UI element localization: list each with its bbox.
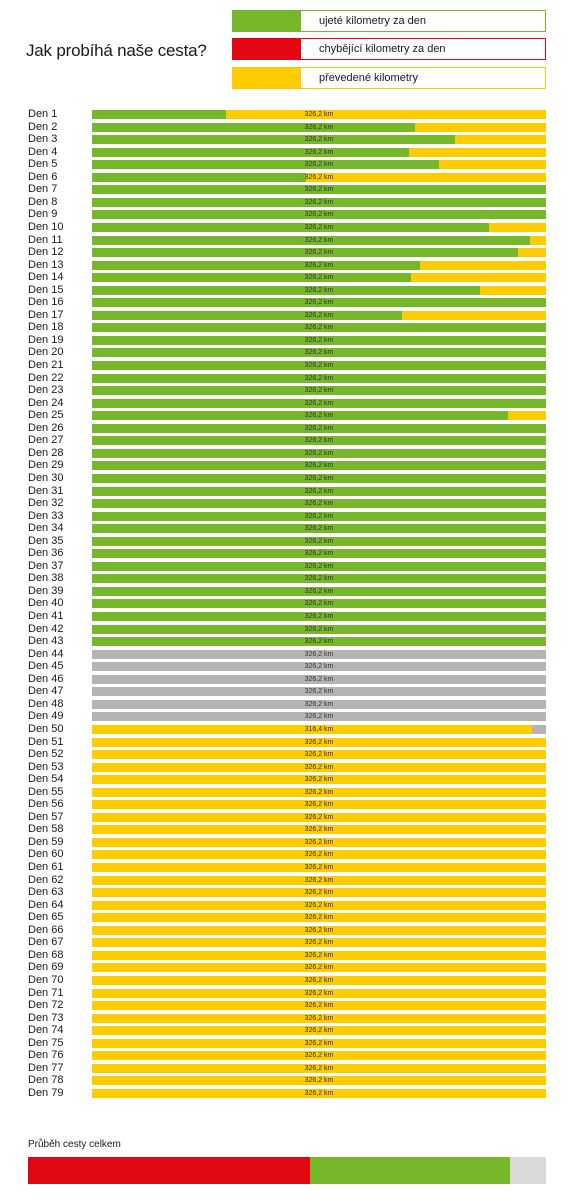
- day-label: Den 41: [28, 610, 64, 622]
- day-label: Den 63: [28, 886, 64, 899]
- day-bar: [92, 110, 546, 119]
- day-label: Den 25: [28, 409, 64, 422]
- day-label: Den 27: [28, 434, 64, 447]
- day-label: Den 17: [28, 308, 64, 321]
- day-bar: [92, 863, 546, 872]
- bar-value-label: 326,2 km: [304, 1077, 334, 1085]
- day-label: Den 48: [28, 697, 64, 710]
- bar-value-label: 326,2 km: [304, 763, 334, 771]
- day-bar: [92, 173, 546, 182]
- bar-value-label: 326,2 km: [304, 399, 334, 407]
- day-bar: [92, 135, 546, 144]
- day-bar: [92, 838, 546, 847]
- bar-value-label: 326,2 km: [304, 675, 334, 683]
- bar-value-label: 326,2 km: [304, 550, 334, 558]
- bar-value-label: 326,2 km: [304, 851, 334, 859]
- day-bar: [92, 261, 546, 270]
- day-label: Den 38: [28, 572, 64, 585]
- day-label: Den 62: [28, 873, 64, 886]
- bar-value-label: 326,2 km: [304, 1089, 334, 1097]
- bar-value-label: 326,2 km: [304, 1027, 334, 1035]
- day-bar: [92, 876, 546, 885]
- bar-value-label: 326,2 km: [304, 901, 334, 909]
- page-title: Jak probíhá naše cesta?: [26, 41, 207, 60]
- day-label: Den 11: [28, 233, 63, 246]
- day-bar: [92, 963, 546, 972]
- day-label: Den 9: [28, 208, 58, 221]
- bar-value-label: 326,2 km: [304, 776, 334, 784]
- bar-value-label: 326,2 km: [304, 600, 334, 608]
- day-bar: [92, 788, 546, 797]
- day-label: Den 10: [28, 220, 64, 233]
- day-bar: [92, 1001, 546, 1010]
- day-bar: [92, 148, 546, 157]
- total-segment-1: [310, 1157, 510, 1184]
- day-bar: [92, 938, 546, 947]
- day-label: Den 75: [28, 1036, 64, 1049]
- day-bar: [92, 123, 546, 132]
- bar-value-label: 326,2 km: [304, 349, 334, 357]
- bar-value-label: 326,2 km: [304, 951, 334, 959]
- day-label: Den 59: [28, 835, 64, 848]
- day-label: Den 57: [28, 810, 64, 823]
- day-label: Den 1: [28, 108, 58, 120]
- day-label: Den 45: [28, 660, 64, 673]
- total-progress-bar: [28, 1157, 546, 1184]
- day-bar: [92, 399, 546, 408]
- day-label: Den 50: [28, 722, 64, 735]
- bar-value-label: 326,2 km: [304, 136, 334, 144]
- total-segment-0: [28, 1157, 310, 1184]
- day-label: Den 71: [28, 986, 64, 999]
- total-progress-label: Průběh cesty celkem: [28, 1139, 121, 1150]
- day-bar: [92, 800, 546, 809]
- day-bar: [92, 562, 546, 571]
- bar-value-label: 326,2 km: [304, 111, 334, 118]
- day-bar: [92, 198, 546, 207]
- bar-value-label: 326,2 km: [304, 1052, 334, 1060]
- day-label: Den 40: [28, 597, 64, 610]
- bar-value-label: 326,2 km: [304, 123, 334, 131]
- day-label: Den 44: [28, 647, 64, 660]
- day-label: Den 13: [28, 258, 64, 271]
- bar-value-label: 326,2 km: [304, 826, 334, 834]
- day-bar: [92, 750, 546, 759]
- bar-value-label: 326,2 km: [304, 525, 334, 533]
- day-label: Den 69: [28, 961, 64, 974]
- total-segment-2: [510, 1157, 546, 1184]
- day-label: Den 24: [28, 396, 64, 409]
- day-label: Den 43: [28, 635, 64, 648]
- bar-value-label: 326,2 km: [304, 261, 334, 269]
- day-bar: [92, 989, 546, 998]
- day-label: Den 22: [28, 371, 64, 384]
- day-bar: [92, 813, 546, 822]
- day-label: Den 47: [28, 685, 64, 698]
- day-bar: [92, 449, 546, 458]
- day-label: Den 31: [28, 484, 64, 497]
- day-bar: [92, 1026, 546, 1035]
- bar-value-label: 326,2 km: [304, 311, 334, 319]
- bar-value-label: 326,2 km: [304, 1014, 334, 1022]
- bar-value-label: 326,2 km: [304, 148, 334, 156]
- bar-value-label: 326,2 km: [304, 638, 334, 646]
- day-label: Den 55: [28, 785, 64, 798]
- bar-value-label: 326,2 km: [304, 223, 334, 231]
- day-label: Den 18: [28, 321, 64, 334]
- day-bar: [92, 775, 546, 784]
- bar-value-label: 326,2 km: [304, 613, 334, 620]
- day-bar: [92, 298, 546, 307]
- bar-value-label: 326,2 km: [304, 274, 334, 282]
- bar-value-label: 326,2 km: [304, 587, 334, 595]
- day-bar: [92, 461, 546, 470]
- bar-value-label: 326,2 km: [304, 864, 334, 871]
- day-label: Den 66: [28, 923, 64, 936]
- day-label: Den 7: [28, 183, 58, 196]
- bar-value-label: 326,2 km: [304, 374, 334, 382]
- day-label: Den 79: [28, 1086, 64, 1099]
- bar-value-label: 326,2 km: [304, 236, 334, 244]
- day-label: Den 60: [28, 848, 64, 861]
- bar-value-label: 326,2 km: [304, 462, 334, 470]
- day-bar: [92, 913, 546, 922]
- day-bar: [92, 248, 546, 257]
- day-bar: [92, 687, 546, 696]
- day-label: Den 2: [28, 120, 58, 133]
- bar-value-label: 326,2 km: [304, 989, 334, 997]
- day-bar: [92, 587, 546, 596]
- bar-value-label: 326,2 km: [304, 738, 334, 746]
- day-label: Den 29: [28, 459, 64, 472]
- bar-value-label: 326,2 km: [304, 801, 334, 809]
- day-label: Den 76: [28, 1049, 64, 1062]
- day-label: Den 77: [28, 1061, 64, 1074]
- bar-value-label: 326,2 km: [304, 437, 334, 445]
- bar-value-label: 316,4 km: [304, 725, 334, 733]
- day-bar: [92, 888, 546, 897]
- day-bar: [92, 436, 546, 445]
- bar-value-label: 326,2 km: [304, 838, 334, 846]
- day-bar: [92, 1039, 546, 1048]
- day-label: Den 3: [28, 133, 58, 146]
- day-bar: [92, 763, 546, 772]
- day-bar: [92, 411, 546, 420]
- day-bar: [92, 1014, 546, 1023]
- bar-value-label: 326,2 km: [304, 1002, 334, 1010]
- day-bar: [92, 323, 546, 332]
- day-label: Den 6: [28, 170, 58, 183]
- day-label: Den 74: [28, 1024, 64, 1037]
- day-bar: [92, 236, 546, 245]
- bar-value-label: 326,2 km: [304, 876, 334, 884]
- day-bar: [92, 976, 546, 985]
- bar-value-label: 326,2 km: [304, 324, 334, 332]
- day-bar: [92, 738, 546, 747]
- day-bar: [92, 512, 546, 521]
- day-label: Den 67: [28, 936, 64, 949]
- bar-value-label: 326,2 km: [304, 186, 334, 194]
- day-bar: [92, 311, 546, 320]
- day-bar: [92, 524, 546, 533]
- bar-value-label: 326,2 km: [304, 512, 334, 520]
- bar-value-label: 326,2 km: [304, 387, 334, 395]
- day-label: Den 26: [28, 421, 64, 434]
- day-bar: [92, 574, 546, 583]
- bar-value-label: 326,2 km: [304, 889, 334, 897]
- legend-label-driven: ujeté kilometry za den: [319, 15, 426, 27]
- bar-value-label: 326,2 km: [304, 537, 334, 545]
- day-bar: [92, 185, 546, 194]
- day-bar: [92, 1064, 546, 1073]
- bar-value-label: 326,2 km: [304, 211, 334, 219]
- bar-value-label: 326,2 km: [304, 562, 334, 570]
- bar-value-label: 326,2 km: [304, 286, 334, 294]
- day-bar: [92, 825, 546, 834]
- bar-value-label: 326,2 km: [304, 299, 334, 307]
- day-bar: [92, 386, 546, 395]
- day-label: Den 68: [28, 948, 64, 961]
- bar-value-label: 326,2 km: [304, 663, 334, 671]
- day-label: Den 56: [28, 798, 64, 811]
- day-label: Den 15: [28, 283, 64, 296]
- day-bar: [92, 850, 546, 859]
- day-bar: [92, 537, 546, 546]
- bar-value-label: 326,2 km: [304, 412, 334, 420]
- bar-value-label: 326,2 km: [304, 1039, 334, 1047]
- day-bar: [92, 474, 546, 483]
- day-bar: [92, 637, 546, 646]
- day-label: Den 28: [28, 446, 64, 459]
- day-bar: [92, 700, 546, 709]
- day-bar: [92, 650, 546, 659]
- bar-value-label: 326,2 km: [304, 914, 334, 922]
- bar-value-label: 326,2 km: [304, 336, 334, 344]
- day-label: Den 32: [28, 497, 64, 510]
- day-bar: [92, 1089, 546, 1098]
- day-label: Den 19: [28, 333, 64, 346]
- day-bar: [92, 549, 546, 558]
- bar-value-label: 326,2 km: [304, 964, 334, 972]
- bar-value-label: 326,2 km: [304, 249, 334, 257]
- day-bar: [92, 662, 546, 671]
- day-bar: [92, 499, 546, 508]
- day-label: Den 23: [28, 384, 64, 397]
- day-label: Den 14: [28, 271, 64, 284]
- day-bar: [92, 223, 546, 232]
- day-label: Den 73: [28, 1011, 64, 1024]
- day-bar: [92, 273, 546, 282]
- day-label: Den 34: [28, 522, 64, 535]
- bar-value-label: 326,2 km: [304, 362, 334, 369]
- bar-value-label: 326,2 km: [304, 575, 334, 583]
- day-bar: [92, 336, 546, 345]
- day-label: Den 37: [28, 559, 64, 572]
- legend-label-missing: chybějící kilometry za den: [319, 43, 446, 55]
- bar-value-label: 326,2 km: [304, 650, 334, 658]
- day-label: Den 70: [28, 973, 64, 986]
- day-label: Den 64: [28, 898, 64, 911]
- day-label: Den 36: [28, 547, 64, 560]
- bar-value-label: 326,2 km: [304, 424, 334, 432]
- day-label: Den 5: [28, 158, 58, 171]
- day-label: Den 52: [28, 748, 64, 761]
- day-label: Den 16: [28, 296, 64, 309]
- bar-value-label: 326,2 km: [304, 788, 334, 796]
- bar-value-label: 326,2 km: [304, 625, 334, 633]
- bar-value-label: 326,2 km: [304, 161, 334, 169]
- day-label: Den 53: [28, 760, 64, 773]
- day-bar: [92, 348, 546, 357]
- day-label: Den 49: [28, 710, 64, 723]
- day-bar: [92, 1076, 546, 1085]
- day-bar: [92, 1051, 546, 1060]
- day-bar: [92, 286, 546, 295]
- day-bar: [92, 901, 546, 910]
- day-label: Den 61: [28, 861, 64, 873]
- day-bar: [92, 160, 546, 169]
- day-label: Den 8: [28, 195, 58, 208]
- day-label: Den 30: [28, 471, 64, 484]
- day-label: Den 39: [28, 584, 64, 597]
- bar-value-label: 326,2 km: [304, 751, 334, 759]
- day-bar: [92, 725, 546, 734]
- bar-value-label: 326,2 km: [304, 449, 334, 457]
- bar-value-label: 326,2 km: [304, 713, 334, 721]
- day-label: Den 46: [28, 672, 64, 685]
- day-bar: [92, 612, 546, 621]
- day-label: Den 65: [28, 911, 64, 924]
- bar-value-label: 326,2 km: [304, 688, 334, 696]
- bar-value-label: 326,2 km: [304, 813, 334, 821]
- day-bar: [92, 675, 546, 684]
- day-label: Den 42: [28, 622, 64, 635]
- day-label: Den 4: [28, 145, 58, 158]
- day-bar: [92, 712, 546, 721]
- bar-value-label: 326,2 km: [304, 926, 334, 934]
- bar-value-label: 326,2 km: [304, 700, 334, 708]
- day-label: Den 78: [28, 1074, 64, 1087]
- day-label: Den 20: [28, 346, 64, 359]
- day-label: Den 12: [28, 246, 64, 259]
- day-bar: [92, 424, 546, 433]
- day-label: Den 51: [28, 735, 64, 748]
- day-label: Den 21: [28, 359, 64, 371]
- bar-value-label: 326,2 km: [304, 487, 334, 495]
- bar-value-label: 326,2 km: [304, 198, 334, 206]
- day-bar: [92, 361, 546, 370]
- bar-value-label: 326,2 km: [304, 500, 334, 508]
- day-bar: [92, 487, 546, 496]
- day-bar: [92, 951, 546, 960]
- day-bar: [92, 625, 546, 634]
- day-bar: [92, 374, 546, 383]
- day-bar: [92, 210, 546, 219]
- day-bar: [92, 926, 546, 935]
- legend-label-transferred: převedené kilometry: [319, 72, 419, 84]
- day-bar: [92, 599, 546, 608]
- bar-value-label: 326,2 km: [304, 1064, 334, 1072]
- day-label: Den 72: [28, 999, 64, 1012]
- bar-value-label: 326,2 km: [304, 976, 334, 984]
- day-label: Den 33: [28, 509, 64, 522]
- day-label: Den 35: [28, 534, 64, 547]
- day-label: Den 54: [28, 773, 64, 786]
- bar-value-label: 326,2 km: [304, 474, 334, 482]
- bar-value-label: 326,2 km: [304, 939, 334, 947]
- bar-value-label: 326,2 km: [304, 173, 334, 181]
- day-label: Den 58: [28, 823, 64, 836]
